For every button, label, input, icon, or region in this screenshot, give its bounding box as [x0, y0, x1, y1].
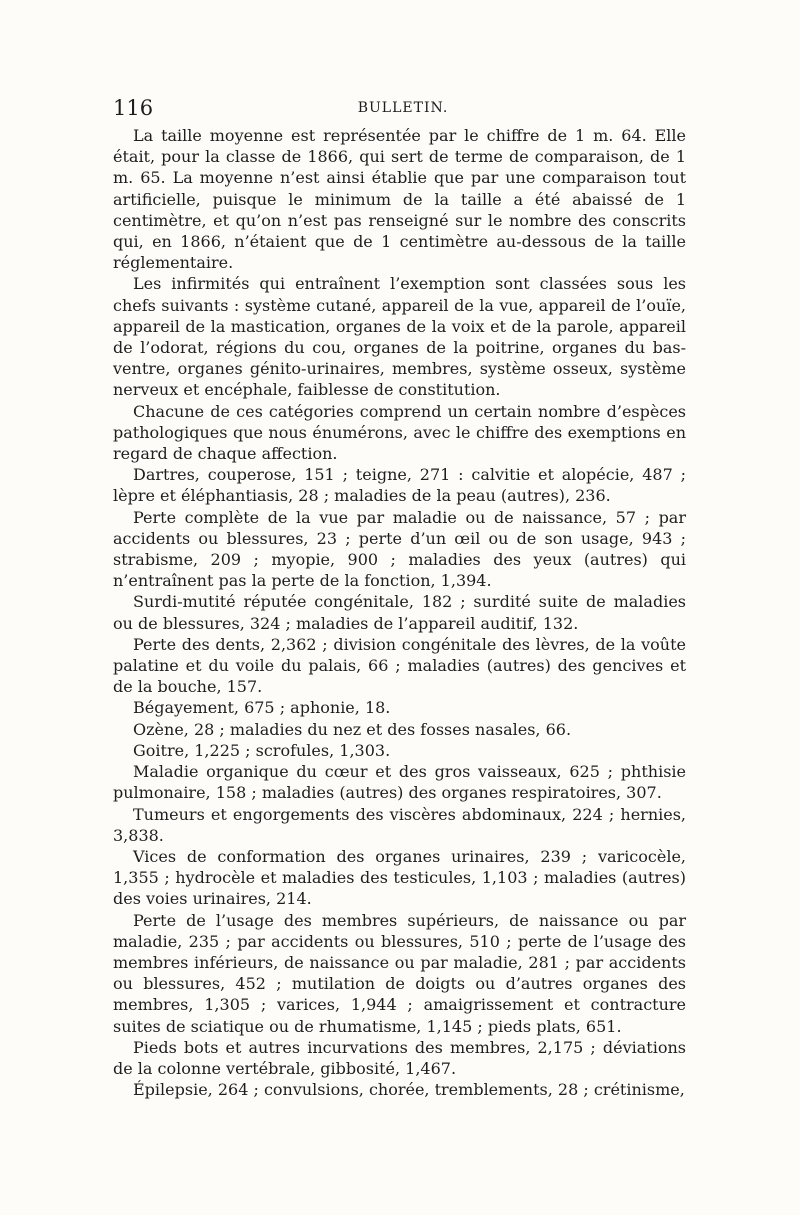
paragraph-teeth-mouth: Perte des dents, 2,362 ; division congénitale des lèvres, de la voûte palatine et du voile du palais, 66 ; maladies (autres) des gencives et de la bouche, 157.: [113, 634, 686, 697]
running-title: BULLETIN.: [357, 100, 449, 116]
paragraph-goitre: Goitre, 1,225 ; scrofules, 1,303.: [133, 740, 391, 760]
paragraph-speech: Bégayement, 675 ; aphonie, 18.: [133, 698, 391, 718]
page-number: 116: [113, 96, 154, 120]
paragraph-heart-lungs: Maladie organique du cœur et des gros vaisseaux, 625 ; phthisie pulmonaire, 158 ; maladies (autres) des organes respiratoires, 307.: [113, 762, 686, 803]
paragraph-urinary: Vices de conformation des organes urinaires, 239 ; varicocèle, 1,355 ; hydrocèle et maladies des testicules, 1,103 ; maladies (autres) des voies urinaires, 214.: [113, 846, 686, 909]
paragraph-infirmity-categories: Les infirmités qui entraînent l’exemption sont classées sous les chefs suivants : système cutané, appareil de la vue, appareil de l’ouïe, appareil de la mastication, organes de la voix et de la parole, appareil de l’odorat, régions du cou, organes de la poitrine, organes du bas-ventre, organes génito-urinaires, membres, système osseux, système nerveux et encéphale, faiblesse de constitution.: [113, 274, 686, 400]
paragraph-epilepsy: Épilepsie, 264 ; convulsions, chorée, tremblements, 28 ; crétinisme,: [133, 1080, 685, 1100]
paragraph-pathological-species: Chacune de ces catégories comprend un certain nombre d’espèces pathologiques que nous énumérons, avec le chiffre des exemptions en regard de chaque affection.: [113, 401, 686, 464]
paragraph-vision: Perte complète de la vue par maladie ou de naissance, 57 ; par accidents ou blessures, 23 ; perte d’un œil ou de son usage, 943 ; strabisme, 209 ; myopie, 900 ; maladies des yeux (autres) qui n’entraînent pas la perte de la fonction, 1,394.: [113, 507, 686, 591]
page-header: [113, 96, 693, 124]
body-text: [113, 125, 686, 1100]
paragraph-skin: Dartres, couperose, 151 ; teigne, 271 : calvitie et alopécie, 487 ; lèpre et éléphantiasis, 28 ; maladies de la peau (autres), 236.: [113, 465, 686, 506]
paragraph-limbs: Perte de l’usage des membres supérieurs, de naissance ou par maladie, 235 ; par accidents ou blessures, 510 ; perte de l’usage des membres inférieurs, de naissance ou par maladie, 281 ; par accidents ou blessures, 452 ; mutilation de doigts ou d’autres organes des membres, 1,305 ; varices, 1,944 ; amaigrissement et contracture suites de sciatique ou de rhumatisme, 1,145 ; pieds plats, 651.: [113, 910, 686, 1036]
paragraph-deformities: Pieds bots et autres incurvations des membres, 2,175 ; déviations de la colonne vertébrale, gibbosité, 1,467.: [113, 1037, 686, 1078]
paragraph-mean-height: La taille moyenne est représentée par le chiffre de 1 m. 64. Elle était, pour la classe de 1866, qui sert de terme de comparaison, de 1 m. 65. La moyenne n’est ainsi établie que par une comparaison tout artificielle, puisque le minimum de la taille a été abaissé de 1 centimètre, et qu’on n’est pas renseigné sur le nombre des conscrits qui, en 1866, n’étaient que de 1 centimètre au-dessous de la taille réglementaire.: [113, 126, 686, 273]
paragraph-nose: Ozène, 28 ; maladies du nez et des fosses nasales, 66.: [133, 719, 572, 739]
paragraph-hearing: Surdi-mutité réputée congénitale, 182 ; surdité suite de maladies ou de blessures, 324 ; maladies de l’appareil auditif, 132.: [113, 592, 686, 633]
paragraph-abdomen: Tumeurs et engorgements des viscères abdominaux, 224 ; hernies, 3,838.: [113, 804, 686, 845]
